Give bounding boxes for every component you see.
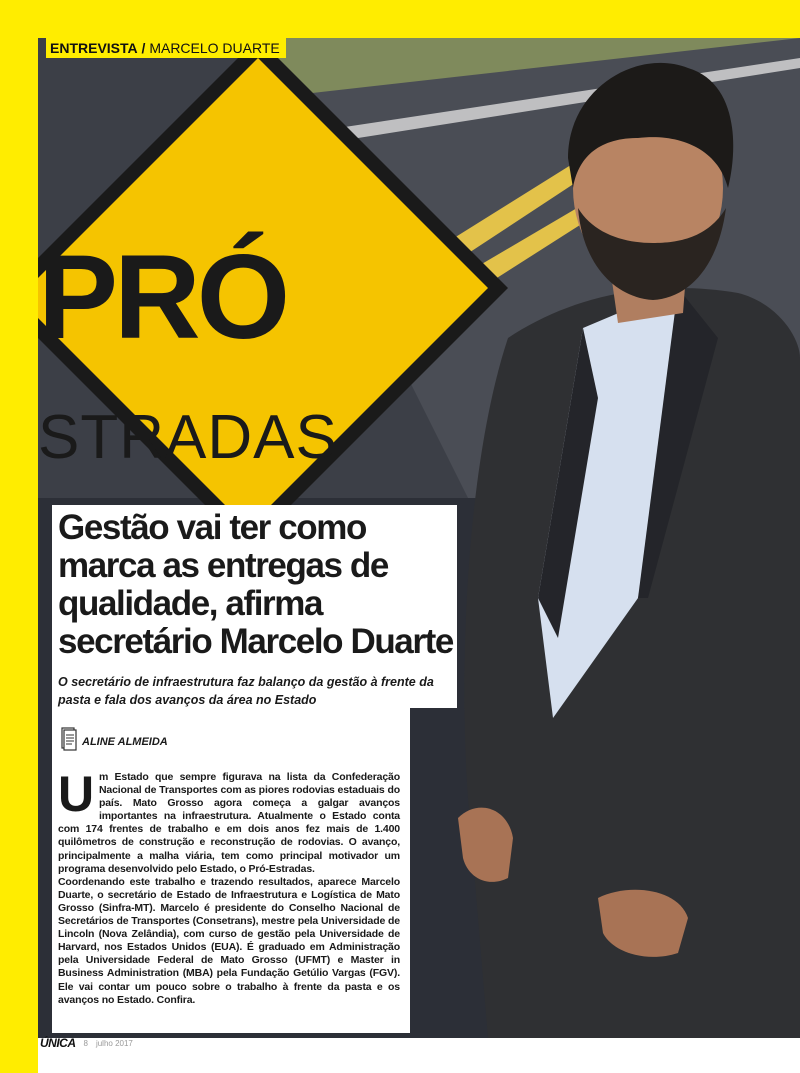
magazine-logo: ÚNICA — [40, 1036, 76, 1050]
page-footer — [40, 1035, 133, 1051]
sign-text-estradas: STRADAS — [38, 403, 338, 472]
author-byline — [60, 727, 168, 756]
section-category: ENTREVISTA — [50, 40, 138, 56]
top-accent-bar — [0, 0, 800, 38]
drop-cap: U — [58, 766, 94, 822]
document-icon — [60, 727, 78, 756]
subhead: O secretário de infraestrutura faz balanço da gestão à frente da pasta e fala dos avanços da área no Estado — [58, 675, 434, 707]
headline: Gestão vai ter como marca as entregas de qualidade, afirma secretário Marcelo Duarte — [58, 508, 453, 661]
section-label — [46, 38, 286, 58]
section-name: MARCELO DUARTE — [149, 40, 280, 56]
issue-date: julho 2017 — [95, 1038, 133, 1048]
article-paragraph-1: m Estado que sempre figurava na lista da Confederação Nacional de Transportes com as piores rodovias estaduais do país. Mato Grosso agora começa a galgar avanços importantes na infraestrutura. Atualmente o Estado conta com 174 frentes de trabalho e em dois anos fez mais de 1.400 quilômetros de construção e reconstrução de rodovias. O avanço, principalmente a malha viária, tem como principal motivador um programa desenvolvido pelo Estado, o Pró-Estradas. — [58, 771, 400, 875]
sign-text-pro: PRÓ — [38, 230, 287, 364]
article-paragraph-2: Coordenando este trabalho e trazendo resultados, aparece Marcelo Duarte, o secretário de Estado de Infraestrutura e Logística de Mato Grosso (Sinfra-MT). Marcelo é presidente do Conselho Nacional de Secretários de Transportes (Consetrans), mestre pela Universidade de Lincoln (Nova Zelândia), com curso de gestão pela Universidade de Harvard, nos Estados Unidos (EUA). É graduado em Administração pela Universidade Federal de Mato Grosso (UFMT) e Master in Business Administration (MBA) pela Fundação Getúlio Vargas (FGV). Ele vai contar um pouco sobre o trabalho à frente da pasta e os avanços no Estado. Confira. — [58, 875, 400, 1006]
author-name: ALINE ALMEIDA — [82, 735, 168, 748]
page-number: 8 — [83, 1038, 88, 1048]
section-separator: / — [137, 40, 150, 56]
article-body — [58, 766, 400, 1007]
left-accent-bar — [0, 0, 38, 1073]
